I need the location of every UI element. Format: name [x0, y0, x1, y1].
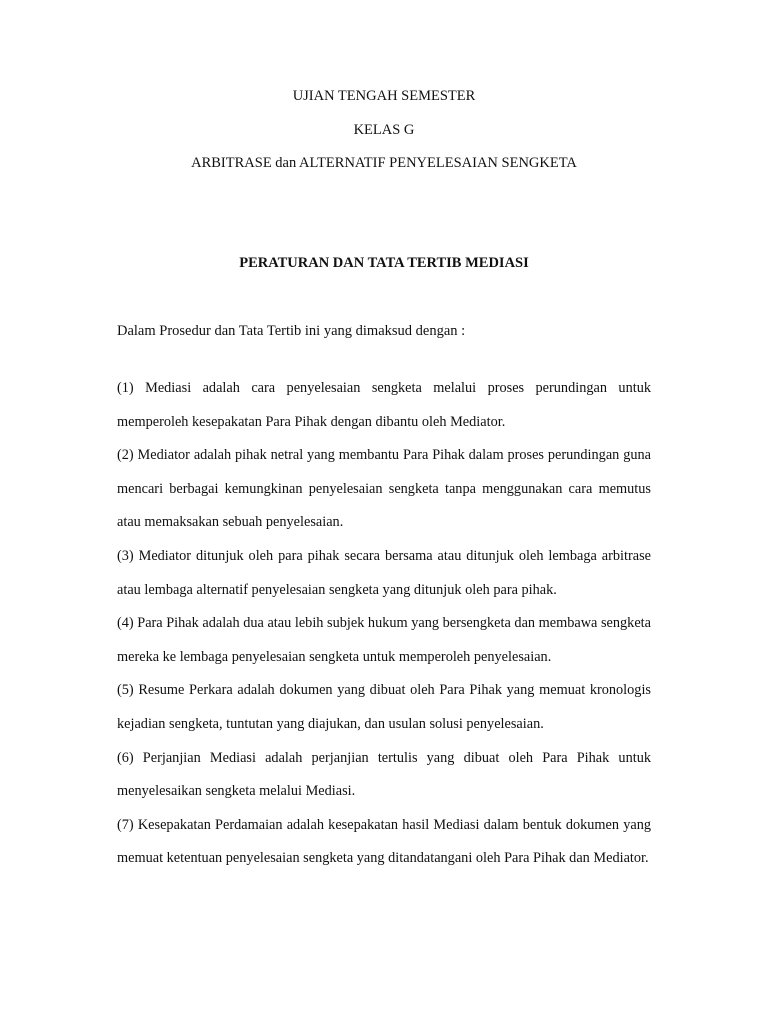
course-header-line: ARBITRASE dan ALTERNATIF PENYELESAIAN SENGKETA: [191, 155, 577, 171]
definition-item: (1) Mediasi adalah cara penyelesaian sengketa melalui proses perundingan untuk memperoleh kesepakatan Para Pihak dengan dibantu oleh Mediator.: [117, 380, 651, 430]
definition-item: (2) Mediator adalah pihak netral yang membantu Para Pihak dalam proses perundingan guna mencari berbagai kemungkinan penyelesaian sengketa tanpa menggunakan cara memutus atau memaksakan sebuah penyelesaian.: [117, 447, 651, 531]
definitions-list: [117, 372, 651, 876]
exam-header-line: UJIAN TENGAH SEMESTER: [292, 88, 476, 104]
definition-item: (3) Mediator ditunjuk oleh para pihak secara bersama atau ditunjuk oleh lembaga arbitrase atau lembaga alternatif penyelesaian sengketa yang ditunjuk oleh para pihak.: [117, 547, 651, 598]
class-header-line: KELAS G: [353, 122, 415, 138]
intro-paragraph: Dalam Prosedur dan Tata Tertib ini yang dimaksud dengan :: [117, 323, 466, 339]
definition-item: (7) Kesepakatan Perdamaian adalah kesepakatan hasil Mediasi dalam bentuk dokumen yang memuat ketentuan penyelesaian sengketa yang ditandatangani oleh Para Pihak dan Mediator.: [117, 816, 651, 867]
document-title: PERATURAN DAN TATA TERTIB MEDIASI: [239, 255, 529, 271]
definition-item: (5) Resume Perkara adalah dokumen yang dibuat oleh Para Pihak yang memuat kronologis kejadian sengketa, tuntutan yang diajukan, dan usulan solusi penyelesaian.: [117, 682, 651, 732]
definition-item: (6) Perjanjian Mediasi adalah perjanjian tertulis yang dibuat oleh Para Pihak untuk menyelesaikan sengketa melalui Mediasi.: [117, 749, 651, 800]
definition-item: (4) Para Pihak adalah dua atau lebih subjek hukum yang bersengketa dan membawa sengketa mereka ke lembaga penyelesaian sengketa untuk memperoleh penyelesaian.: [117, 615, 651, 665]
